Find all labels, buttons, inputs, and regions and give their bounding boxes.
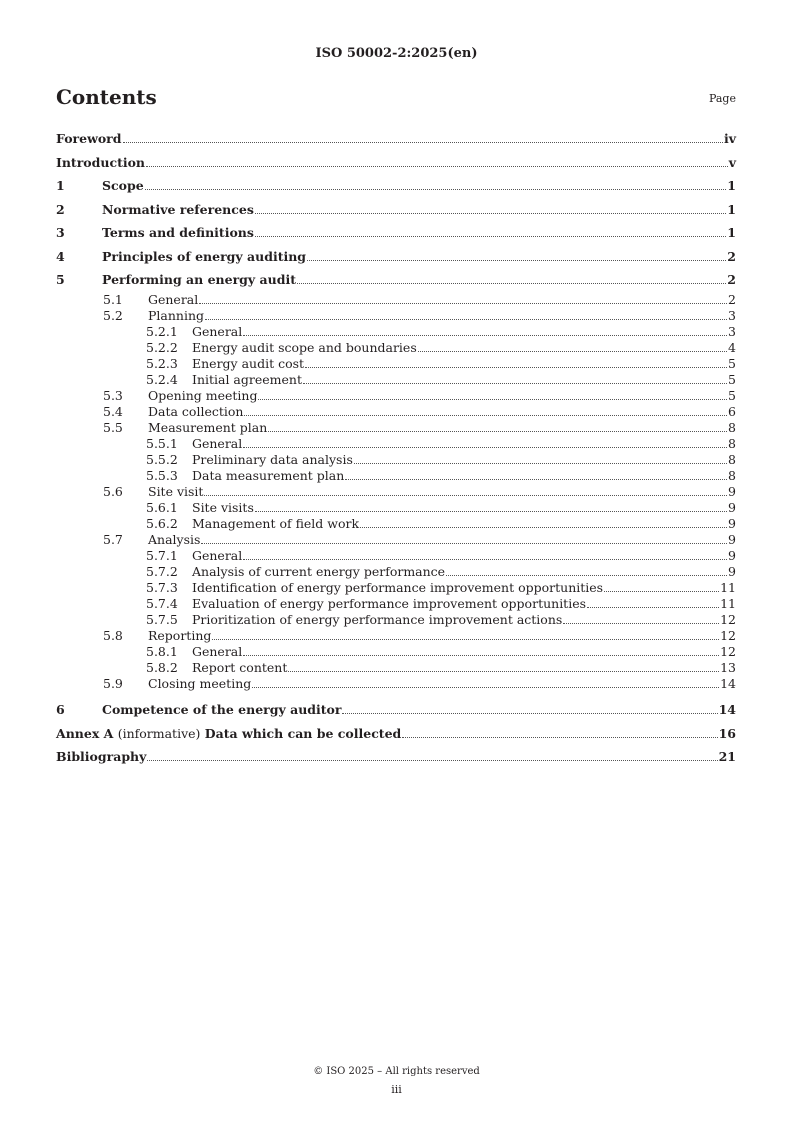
toc-entry-title: Foreword — [56, 131, 122, 146]
toc-entry-page: 6 — [728, 404, 736, 419]
toc-entry-title: Scope — [102, 178, 144, 193]
toc-entry-page: 3 — [728, 324, 736, 339]
toc-entry-title: General — [192, 324, 243, 339]
toc-entry-page: 14 — [720, 676, 736, 691]
toc-entry[interactable] — [56, 371, 736, 387]
document-id-header: ISO 50002-2:2025(en) — [315, 46, 478, 61]
toc-entry[interactable] — [56, 579, 736, 595]
toc-entry-page: 5 — [728, 388, 736, 403]
toc-entry-title: Energy audit cost — [192, 356, 305, 371]
dot-leader — [587, 607, 719, 608]
toc-entry[interactable] — [56, 563, 736, 579]
toc-entry-page: 21 — [718, 749, 736, 764]
toc-entry-title: Measurement plan — [148, 420, 268, 435]
dot-leader — [243, 655, 719, 656]
toc-entry-title: Normative references — [102, 201, 254, 217]
toc-entry-number: 2 — [56, 201, 65, 217]
toc-entry[interactable] — [56, 595, 736, 611]
toc-entry-page: 9 — [728, 548, 736, 563]
toc-entry[interactable] — [56, 483, 736, 499]
toc-entry[interactable] — [56, 152, 736, 170]
toc-entry-number: 1 — [56, 178, 65, 193]
dot-leader — [402, 737, 717, 738]
toc-entry-title: Preliminary data analysis — [192, 452, 353, 467]
toc-entry-number: 5.7 — [103, 532, 123, 547]
toc-entry[interactable] — [56, 323, 736, 339]
toc-entry-page: 2 — [728, 292, 736, 307]
toc-entry-title: Energy audit scope and boundaries — [192, 340, 417, 355]
dot-leader — [418, 351, 727, 352]
toc-entry-title: Analysis of current energy performance — [192, 564, 446, 579]
toc-entry-number: 4 — [56, 248, 65, 264]
toc-entry-number: 5.5.3 — [146, 468, 178, 483]
toc-entry-page: 3 — [728, 308, 736, 323]
dot-leader — [342, 713, 717, 714]
toc-entry-title: Evaluation of energy performance improvement opportunities — [192, 596, 587, 611]
toc-entry-number: 5.7.1 — [146, 548, 178, 563]
toc-entry-title: Performing an energy audit — [102, 272, 296, 287]
toc-entry[interactable] — [56, 547, 736, 563]
dot-leader — [244, 415, 727, 416]
toc-entry[interactable] — [56, 699, 736, 717]
toc-entry-title: Closing meeting — [148, 676, 252, 691]
dot-leader — [145, 189, 727, 190]
toc-entry-number: 5.8.2 — [146, 660, 178, 675]
toc-entry-title: Identification of energy performance improvement opportunities — [192, 580, 604, 595]
toc-entry[interactable] — [56, 222, 736, 240]
toc-entry-page: 8 — [728, 436, 736, 451]
toc-entry-number: 5.2.3 — [146, 356, 178, 371]
toc-entry-page: v — [728, 154, 736, 170]
toc-entry-title: Competence of the energy auditor — [102, 702, 342, 717]
toc-entry-number: 5.6 — [103, 484, 123, 499]
dot-leader — [252, 687, 719, 688]
toc-entry[interactable] — [56, 659, 736, 675]
toc-entry-number: 5.7.3 — [146, 580, 178, 595]
dot-leader — [243, 447, 727, 448]
toc-entry-number: 5.2 — [103, 308, 123, 323]
toc-entry-title: Data measurement plan — [192, 468, 345, 483]
toc-entry-page: 8 — [728, 420, 736, 435]
toc-entry-page: 14 — [718, 702, 736, 717]
toc-entry-title: Bibliography — [56, 749, 147, 764]
toc-entry-page: 2 — [727, 272, 736, 287]
toc-entry-number: 5.8.1 — [146, 644, 178, 659]
dot-leader — [297, 283, 726, 284]
dot-leader — [243, 559, 727, 560]
toc-entry-number: 3 — [56, 225, 65, 240]
dot-leader — [205, 319, 727, 320]
dot-leader — [345, 479, 727, 480]
toc-entry-page: 12 — [720, 628, 736, 643]
dot-leader — [255, 511, 727, 512]
toc-entry-title: Principles of energy auditing — [102, 248, 307, 264]
dot-leader — [604, 591, 719, 592]
toc-entry[interactable] — [56, 435, 736, 451]
toc-entry[interactable] — [56, 419, 736, 435]
annex-qualifier: (informative) — [117, 725, 201, 741]
toc-entry-title: Analysis — [148, 532, 201, 547]
dot-leader — [146, 166, 728, 167]
toc-entry[interactable] — [56, 611, 736, 627]
toc-entry-number: 5.1 — [103, 292, 123, 307]
toc-entry-page: 1 — [727, 178, 736, 193]
toc-entry[interactable] — [56, 746, 736, 764]
toc-entry-title: Site visits — [192, 500, 254, 515]
toc-entry-page: 9 — [728, 516, 736, 531]
dot-leader — [199, 303, 727, 304]
dot-leader — [255, 213, 726, 214]
toc-entry-number: 5.8 — [103, 628, 123, 643]
toc-entry-title: Introduction — [56, 154, 146, 170]
toc-entry-page: 8 — [728, 452, 736, 467]
page-column-label: Page — [708, 92, 736, 105]
toc-entry-title: Report content — [192, 660, 288, 675]
dot-leader — [201, 543, 727, 544]
toc-entry-page: iv — [723, 131, 736, 146]
toc-entry[interactable] — [56, 499, 736, 515]
toc-entry-number: 5.2.1 — [146, 324, 178, 339]
toc-entry-title: Opening meeting — [148, 388, 258, 403]
dot-leader — [212, 639, 719, 640]
toc-entry-title: General — [148, 292, 199, 307]
toc-entry-number: 5.3 — [103, 388, 123, 403]
toc-entry-number: 5.7.2 — [146, 564, 178, 579]
toc-entry-page: 1 — [727, 201, 736, 217]
toc-entry-page: 9 — [728, 532, 736, 547]
annex-label: Annex A — [56, 725, 114, 741]
toc-entry-page: 11 — [720, 580, 736, 595]
toc-entry-number: 5.5 — [103, 420, 123, 435]
toc-entry-title — [56, 726, 401, 741]
toc-entry-number: 5 — [56, 272, 65, 287]
toc-entry-title: General — [192, 644, 243, 659]
toc-entry-page: 9 — [728, 484, 736, 499]
toc-entry-title: Data collection — [148, 404, 244, 419]
toc-entry-number: 5.7.4 — [146, 596, 178, 611]
dot-leader — [288, 671, 719, 672]
toc-entry-number: 5.2.4 — [146, 372, 178, 387]
toc-entry-page: 12 — [720, 612, 736, 627]
toc-entry-number: 5.6.1 — [146, 500, 178, 515]
toc-entry-number: 5.5.2 — [146, 452, 178, 467]
dot-leader — [255, 236, 726, 237]
toc-entry-page: 9 — [728, 500, 736, 515]
toc-entry[interactable] — [56, 451, 736, 467]
dot-leader — [147, 760, 717, 761]
toc-entry[interactable] — [56, 175, 736, 193]
dot-leader — [360, 527, 727, 528]
toc-entry-number: 5.6.2 — [146, 516, 178, 531]
toc-entry[interactable] — [56, 515, 736, 531]
toc-entry-title: General — [192, 548, 243, 563]
toc-entry-number: 5.2.2 — [146, 340, 178, 355]
dot-leader — [204, 495, 727, 496]
toc-entry-title: Planning — [148, 308, 205, 323]
toc-entry-page: 12 — [720, 644, 736, 659]
toc-entry-page: 16 — [718, 725, 736, 741]
toc-entry[interactable] — [56, 467, 736, 483]
page-number: iii — [391, 1083, 402, 1096]
toc-entry-title: Management of field work — [192, 516, 360, 531]
toc-entry-page: 11 — [720, 596, 736, 611]
toc-entry-title: Terms and definitions — [102, 225, 254, 240]
toc-entry-page: 1 — [727, 225, 736, 240]
toc-entry[interactable] — [56, 643, 736, 659]
toc-entry[interactable] — [56, 291, 736, 307]
toc-entry[interactable] — [56, 531, 736, 547]
toc-entry[interactable] — [56, 675, 736, 691]
dot-leader — [123, 142, 723, 143]
annex-title: Data which can be collected — [204, 725, 402, 741]
toc-entry-page: 8 — [728, 468, 736, 483]
dot-leader — [268, 431, 727, 432]
toc-entry-number: 5.5.1 — [146, 436, 178, 451]
toc-entry-number: 5.4 — [103, 404, 123, 419]
toc-entry-number: 5.9 — [103, 676, 123, 691]
copyright-notice: © ISO 2025 – All rights reserved — [313, 1066, 480, 1077]
toc-entry-page: 2 — [727, 248, 736, 264]
toc-entry[interactable] — [56, 355, 736, 371]
dot-leader — [354, 463, 727, 464]
toc-entry-page: 9 — [728, 564, 736, 579]
toc-entry-number: 5.7.5 — [146, 612, 178, 627]
toc-entry-page: 4 — [728, 340, 736, 355]
toc-entry[interactable] — [56, 128, 736, 146]
toc-entry-title: Reporting — [148, 628, 212, 643]
toc-entry[interactable] — [56, 269, 736, 287]
toc-entry-page: 5 — [728, 356, 736, 371]
dot-leader — [563, 623, 719, 624]
toc-entry-number: 6 — [56, 702, 65, 717]
dot-leader — [258, 399, 727, 400]
toc-entry[interactable] — [56, 627, 736, 643]
toc-entry-title: Prioritization of energy performance improvement actions — [192, 612, 563, 627]
toc-entry-title: Site visit — [148, 484, 204, 499]
dot-leader — [243, 335, 727, 336]
toc-entry-title: Initial agreement — [192, 372, 302, 387]
dot-leader — [303, 383, 727, 384]
dot-leader — [307, 260, 726, 261]
contents-heading: Contents — [56, 85, 157, 109]
dot-leader — [305, 367, 727, 368]
dot-leader — [446, 575, 727, 576]
toc-entry-title: General — [192, 436, 243, 451]
toc-entry-page: 5 — [728, 372, 736, 387]
toc-entry[interactable] — [56, 307, 736, 323]
toc-entry[interactable] — [56, 387, 736, 403]
toc-entry-page: 13 — [720, 660, 736, 675]
toc-entry[interactable] — [56, 339, 736, 355]
toc-entry[interactable] — [56, 199, 736, 217]
toc-entry[interactable] — [56, 246, 736, 264]
toc-entry[interactable] — [56, 403, 736, 419]
toc-entry[interactable] — [56, 723, 736, 741]
